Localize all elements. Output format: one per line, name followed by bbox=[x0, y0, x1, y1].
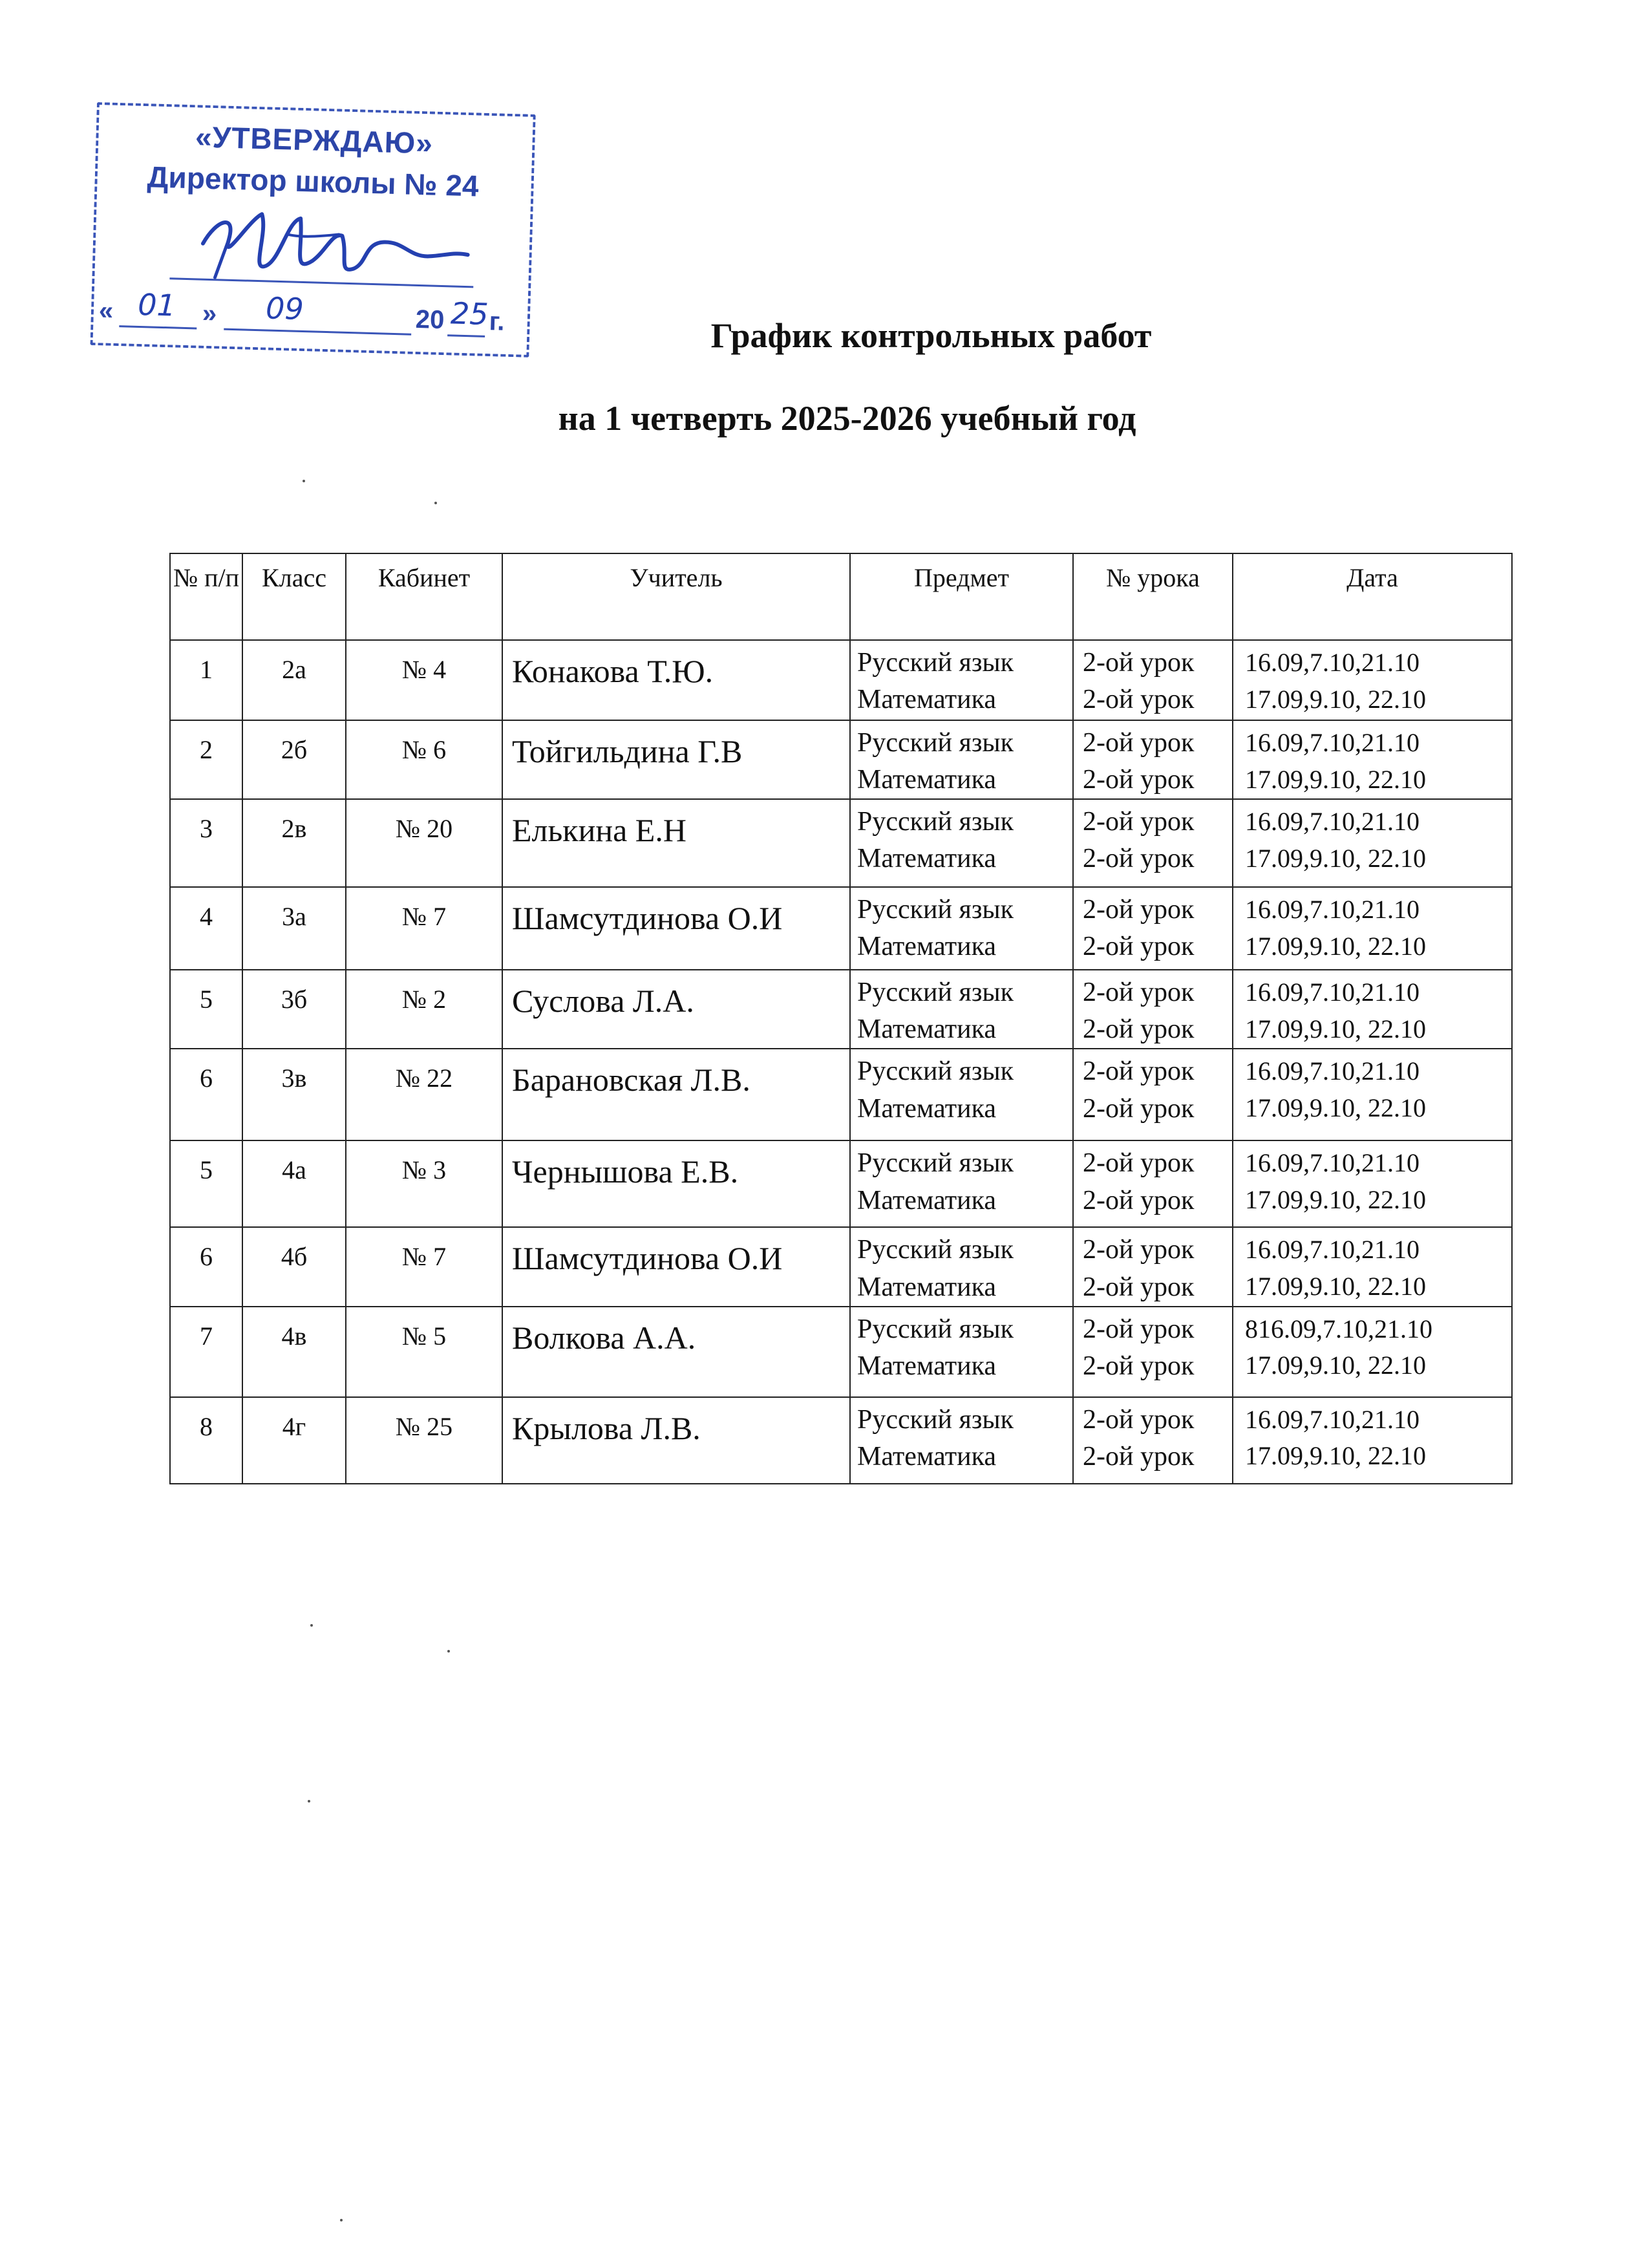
header-num: № п/п bbox=[170, 553, 242, 640]
lesson-russian: 2-ой урок bbox=[1083, 1404, 1195, 1435]
dates-russian: 16.09,7.10,21.10 bbox=[1245, 1148, 1420, 1178]
cell-class: 2б bbox=[242, 720, 346, 799]
cell-teacher: Барановская Л.В. bbox=[502, 1049, 850, 1140]
lesson-math: 2-ой урок bbox=[1083, 685, 1195, 715]
cell-subject bbox=[850, 1397, 1073, 1484]
lesson-math: 2-ой урок bbox=[1083, 1093, 1195, 1124]
subject-math: Математика bbox=[857, 1185, 996, 1215]
table-body bbox=[170, 640, 1512, 1484]
table-row bbox=[170, 640, 1512, 720]
subject-math: Математика bbox=[857, 1441, 996, 1471]
cell-subject bbox=[850, 887, 1073, 970]
lesson-russian: 2-ой урок bbox=[1083, 895, 1195, 925]
date-day: 01 bbox=[137, 286, 176, 323]
cell-num: 2 bbox=[170, 720, 242, 799]
scan-speck bbox=[310, 1624, 313, 1627]
lesson-russian: 2-ой урок bbox=[1083, 1148, 1195, 1179]
subject-russian: Русский язык bbox=[857, 1314, 1014, 1344]
subject-math: Математика bbox=[857, 685, 996, 715]
cell-lesson bbox=[1073, 1049, 1233, 1140]
cell-room: № 25 bbox=[346, 1397, 502, 1484]
subject-russian: Русский язык bbox=[857, 1148, 1014, 1179]
cell-num: 3 bbox=[170, 799, 242, 887]
cell-num: 1 bbox=[170, 640, 242, 720]
cell-room: № 7 bbox=[346, 1227, 502, 1306]
cell-subject bbox=[850, 799, 1073, 887]
subject-math: Математика bbox=[857, 932, 996, 962]
subject-russian: Русский язык bbox=[857, 895, 1014, 925]
lesson-math: 2-ой урок bbox=[1083, 1272, 1195, 1302]
cell-dates bbox=[1233, 799, 1512, 887]
cell-lesson bbox=[1073, 970, 1233, 1049]
cell-subject bbox=[850, 720, 1073, 799]
dates-math: 17.09,9.10, 22.10 bbox=[1245, 1014, 1426, 1044]
dates-math: 17.09,9.10, 22.10 bbox=[1245, 1185, 1426, 1215]
table-row bbox=[170, 1049, 1512, 1140]
cell-num: 5 bbox=[170, 970, 242, 1049]
dates-russian: 16.09,7.10,21.10 bbox=[1245, 1404, 1420, 1434]
scan-speck bbox=[303, 480, 305, 482]
table-row bbox=[170, 1140, 1512, 1227]
cell-num: 5 bbox=[170, 1140, 242, 1227]
date-open-quote: « bbox=[98, 296, 114, 325]
cell-subject bbox=[850, 1049, 1073, 1140]
cell-class: 2в bbox=[242, 799, 346, 887]
cell-lesson bbox=[1073, 640, 1233, 720]
cell-lesson bbox=[1073, 1397, 1233, 1484]
cell-lesson bbox=[1073, 1140, 1233, 1227]
dates-math: 17.09,9.10, 22.10 bbox=[1245, 932, 1426, 961]
cell-subject bbox=[850, 1307, 1073, 1397]
cell-room: № 2 bbox=[346, 970, 502, 1049]
header-teacher: Учитель bbox=[502, 553, 850, 640]
lesson-russian: 2-ой урок bbox=[1083, 807, 1195, 837]
dates-math: 17.09,9.10, 22.10 bbox=[1245, 684, 1426, 714]
stamp-subtitle: Директор школы № 24 bbox=[147, 160, 480, 203]
lesson-russian: 2-ой урок bbox=[1083, 1056, 1195, 1087]
cell-teacher: Елькина Е.Н bbox=[502, 799, 850, 887]
lesson-russian: 2-ой урок bbox=[1083, 728, 1195, 758]
cell-class: 4а bbox=[242, 1140, 346, 1227]
cell-teacher: Волкова А.А. bbox=[502, 1307, 850, 1397]
table-row bbox=[170, 720, 1512, 799]
cell-teacher: Шамсутдинова О.И bbox=[502, 887, 850, 970]
dates-math: 17.09,9.10, 22.10 bbox=[1245, 1093, 1426, 1123]
cell-class: 4б bbox=[242, 1227, 346, 1306]
dates-russian: 16.09,7.10,21.10 bbox=[1245, 1056, 1420, 1086]
header-date: Дата bbox=[1233, 553, 1512, 640]
cell-class: 2а bbox=[242, 640, 346, 720]
dates-russian: 816.09,7.10,21.10 bbox=[1245, 1314, 1432, 1343]
subject-math: Математика bbox=[857, 1014, 996, 1045]
subject-math: Математика bbox=[857, 1272, 996, 1302]
test-schedule-table bbox=[169, 553, 1513, 1484]
table-header-row bbox=[170, 553, 1512, 640]
cell-num: 6 bbox=[170, 1049, 242, 1140]
cell-lesson bbox=[1073, 1307, 1233, 1397]
subject-math: Математика bbox=[857, 1351, 996, 1381]
dates-math: 17.09,9.10, 22.10 bbox=[1245, 1441, 1426, 1471]
lesson-russian: 2-ой урок bbox=[1083, 978, 1195, 1008]
date-year-prefix: 20 bbox=[415, 305, 445, 335]
date-year-suffix: 25 bbox=[450, 295, 489, 332]
cell-teacher: Чернышова Е.В. bbox=[502, 1140, 850, 1227]
subject-russian: Русский язык bbox=[857, 1235, 1014, 1265]
stamp-title: «УТВЕРЖДАЮ» bbox=[195, 120, 434, 160]
cell-num: 4 bbox=[170, 887, 242, 970]
dates-math: 17.09,9.10, 22.10 bbox=[1245, 844, 1426, 873]
cell-num: 8 bbox=[170, 1397, 242, 1484]
cell-room: № 3 bbox=[346, 1140, 502, 1227]
cell-lesson bbox=[1073, 799, 1233, 887]
cell-class: 4в bbox=[242, 1307, 346, 1397]
cell-subject bbox=[850, 1140, 1073, 1227]
scan-speck bbox=[447, 1650, 450, 1653]
cell-subject bbox=[850, 640, 1073, 720]
dates-russian: 16.09,7.10,21.10 bbox=[1245, 895, 1420, 925]
cell-teacher: Крылова Л.В. bbox=[502, 1397, 850, 1484]
cell-lesson bbox=[1073, 1227, 1233, 1306]
cell-room: № 4 bbox=[346, 640, 502, 720]
cell-teacher: Суслова Л.А. bbox=[502, 970, 850, 1049]
dates-russian: 16.09,7.10,21.10 bbox=[1245, 728, 1420, 757]
table-row bbox=[170, 1227, 1512, 1306]
lesson-math: 2-ой урок bbox=[1083, 1441, 1195, 1471]
lesson-math: 2-ой урок bbox=[1083, 1014, 1195, 1045]
header-class: Класс bbox=[242, 553, 346, 640]
dates-math: 17.09,9.10, 22.10 bbox=[1245, 1351, 1426, 1380]
dates-math: 17.09,9.10, 22.10 bbox=[1245, 1272, 1426, 1301]
dates-math: 17.09,9.10, 22.10 bbox=[1245, 764, 1426, 794]
cell-num: 7 bbox=[170, 1307, 242, 1397]
table-row bbox=[170, 887, 1512, 970]
cell-lesson bbox=[1073, 720, 1233, 799]
cell-teacher: Конакова Т.Ю. bbox=[502, 640, 850, 720]
cell-class: 3в bbox=[242, 1049, 346, 1140]
cell-dates bbox=[1233, 970, 1512, 1049]
cell-lesson bbox=[1073, 887, 1233, 970]
date-year-unit: г. bbox=[489, 307, 505, 336]
lesson-math: 2-ой урок bbox=[1083, 1351, 1195, 1381]
dates-russian: 16.09,7.10,21.10 bbox=[1245, 978, 1420, 1007]
cell-dates bbox=[1233, 1049, 1512, 1140]
lesson-russian: 2-ой урок bbox=[1083, 648, 1195, 678]
subject-math: Математика bbox=[857, 844, 996, 874]
header-subject: Предмет bbox=[850, 553, 1073, 640]
table-row bbox=[170, 799, 1512, 887]
scan-speck bbox=[340, 2219, 343, 2221]
table-row bbox=[170, 1397, 1512, 1484]
subject-russian: Русский язык bbox=[857, 807, 1014, 837]
table-row bbox=[170, 1307, 1512, 1397]
cell-dates bbox=[1233, 640, 1512, 720]
cell-subject bbox=[850, 1227, 1073, 1306]
subject-russian: Русский язык bbox=[857, 1056, 1014, 1087]
cell-teacher: Тойгильдина Г.В bbox=[502, 720, 850, 799]
cell-dates bbox=[1233, 1227, 1512, 1306]
dates-russian: 16.09,7.10,21.10 bbox=[1245, 1235, 1420, 1265]
lesson-russian: 2-ой урок bbox=[1083, 1235, 1195, 1265]
cell-dates bbox=[1233, 1140, 1512, 1227]
cell-teacher: Шамсутдинова О.И bbox=[502, 1227, 850, 1306]
cell-class: 3а bbox=[242, 887, 346, 970]
cell-room: № 6 bbox=[346, 720, 502, 799]
document-subtitle: на 1 четверть 2025-2026 учебный год bbox=[558, 399, 1136, 438]
cell-dates bbox=[1233, 720, 1512, 799]
cell-dates bbox=[1233, 1397, 1512, 1484]
lesson-math: 2-ой урок bbox=[1083, 765, 1195, 795]
cell-dates bbox=[1233, 1307, 1512, 1397]
cell-room: № 5 bbox=[346, 1307, 502, 1397]
cell-num: 6 bbox=[170, 1227, 242, 1306]
subject-russian: Русский язык bbox=[857, 648, 1014, 678]
dates-russian: 16.09,7.10,21.10 bbox=[1245, 807, 1420, 837]
header-lesson: № урока bbox=[1073, 553, 1233, 640]
header-room: Кабинет bbox=[346, 553, 502, 640]
cell-room: № 7 bbox=[346, 887, 502, 970]
cell-class: 4г bbox=[242, 1397, 346, 1484]
subject-russian: Русский язык bbox=[857, 1404, 1014, 1435]
subject-russian: Русский язык bbox=[857, 978, 1014, 1008]
dates-russian: 16.09,7.10,21.10 bbox=[1245, 648, 1420, 677]
document-title: График контрольных работ bbox=[710, 316, 1152, 355]
scan-speck bbox=[434, 502, 437, 504]
subject-russian: Русский язык bbox=[857, 728, 1014, 758]
date-month: 09 bbox=[265, 290, 304, 327]
lesson-math: 2-ой урок bbox=[1083, 932, 1195, 962]
cell-class: 3б bbox=[242, 970, 346, 1049]
cell-room: № 22 bbox=[346, 1049, 502, 1140]
lesson-russian: 2-ой урок bbox=[1083, 1314, 1195, 1344]
cell-room: № 20 bbox=[346, 799, 502, 887]
scan-speck bbox=[308, 1800, 310, 1803]
cell-subject bbox=[850, 970, 1073, 1049]
subject-math: Математика bbox=[857, 765, 996, 795]
date-close-quote: » bbox=[202, 299, 217, 328]
lesson-math: 2-ой урок bbox=[1083, 1185, 1195, 1215]
table-row bbox=[170, 970, 1512, 1049]
lesson-math: 2-ой урок bbox=[1083, 844, 1195, 874]
subject-math: Математика bbox=[857, 1093, 996, 1124]
cell-dates bbox=[1233, 887, 1512, 970]
